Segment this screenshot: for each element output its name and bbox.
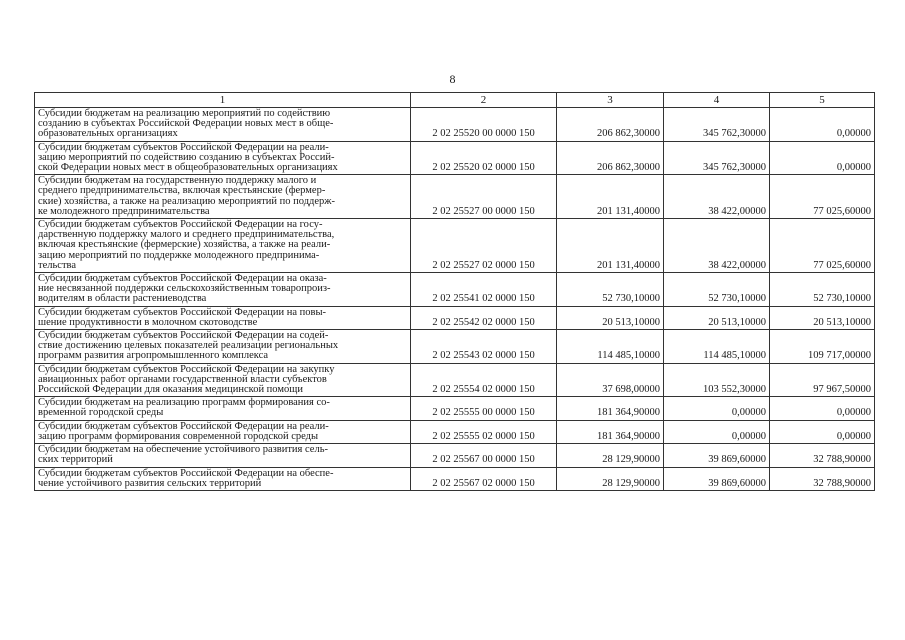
budget-code-cell: 2 02 25520 02 0000 150 (411, 141, 557, 175)
budget-code-cell: 2 02 25543 02 0000 150 (411, 330, 557, 364)
subsidy-name-line: ствие достижению целевых показателей реализации региональных (38, 340, 339, 352)
subsidy-name-cell (35, 397, 411, 420)
budget-code-cell: 2 02 25527 02 0000 150 (411, 219, 557, 273)
table-row (35, 306, 875, 329)
subsidy-name-line: Субсидии бюджетам субъектов Российской Федерации на госу- (38, 219, 323, 231)
budget-code-cell: 2 02 25527 00 0000 150 (411, 175, 557, 219)
table-row (35, 420, 875, 443)
subsidy-name-line: программ развития агропромышленного комплекса (38, 350, 269, 362)
subsidy-name-line: Субсидии бюджетам субъектов Российской Федерации на закупку (38, 363, 335, 375)
subsidy-name-line: зацию программ формирования современной городской среды (38, 430, 319, 442)
amount-col4-cell: 52 730,10000 (664, 273, 770, 307)
subsidy-name-cell (35, 467, 411, 490)
subsidy-name-line: временной городской среды (38, 407, 164, 419)
amount-col5-cell: 0,00000 (770, 108, 875, 142)
amount-col5-cell: 0,00000 (770, 420, 875, 443)
table-row (35, 175, 875, 219)
amount-col5-cell: 0,00000 (770, 397, 875, 420)
subsidy-name-line: созданию в субъектах Российской Федерации новых мест в обще- (38, 118, 334, 130)
amount-col3-cell: 201 131,40000 (557, 175, 664, 219)
subsidy-name-cell (35, 420, 411, 443)
amount-col3-cell: 20 513,10000 (557, 306, 664, 329)
subsidy-name-line: шение продуктивности в молочном скотоводстве (38, 316, 258, 328)
amount-col3-cell: 206 862,30000 (557, 108, 664, 142)
amount-col4-cell: 0,00000 (664, 397, 770, 420)
column-header: 2 (411, 93, 557, 108)
subsidy-name-line: дарственную поддержку малого и среднего предпринимательства, (38, 229, 335, 241)
subsidy-name-line: чение устойчивого развития сельских территорий (38, 477, 262, 489)
table-row (35, 273, 875, 307)
amount-col3-cell: 28 129,90000 (557, 467, 664, 490)
subsidy-name-line: Субсидии бюджетам субъектов Российской Федерации на обеспе- (38, 467, 334, 479)
subsidy-name-cell (35, 306, 411, 329)
subsidy-name-line: образовательных организациях (38, 128, 178, 140)
table-row (35, 397, 875, 420)
amount-col4-cell: 345 762,30000 (664, 141, 770, 175)
subsidy-name-line: Субсидии бюджетам на реализацию программ формирования со- (38, 397, 330, 409)
subsidy-name-line: авиационных работ органами государственной власти субъектов (38, 373, 327, 385)
budget-table (34, 92, 875, 491)
amount-col3-cell: 181 364,90000 (557, 397, 664, 420)
subsidy-name-line: Субсидии бюджетам на обеспечение устойчивого развития сель- (38, 444, 328, 456)
subsidy-name-line: тельства (38, 259, 77, 271)
amount-col3-cell: 201 131,40000 (557, 219, 664, 273)
subsidy-name-line: водителям в области растениеводства (38, 293, 207, 305)
amount-col5-cell: 77 025,60000 (770, 219, 875, 273)
subsidy-name-cell (35, 175, 411, 219)
amount-col3-cell: 181 364,90000 (557, 420, 664, 443)
amount-col5-cell: 52 730,10000 (770, 273, 875, 307)
subsidy-name-cell (35, 444, 411, 467)
column-header: 5 (770, 93, 875, 108)
subsidy-name-cell (35, 141, 411, 175)
subsidy-name-line: ских территорий (38, 454, 113, 466)
amount-col5-cell: 0,00000 (770, 141, 875, 175)
subsidy-name-line: Субсидии бюджетам субъектов Российской Федерации на реали- (38, 141, 329, 153)
amount-col4-cell: 39 869,60000 (664, 467, 770, 490)
amount-col4-cell: 39 869,60000 (664, 444, 770, 467)
amount-col4-cell: 345 762,30000 (664, 108, 770, 142)
budget-code-cell: 2 02 25520 00 0000 150 (411, 108, 557, 142)
subsidy-name-line: среднего предпринимательства, включая крестьянские (фермер- (38, 185, 326, 197)
subsidy-name-line: Субсидии бюджетам на реализацию мероприятий по содействию (38, 108, 331, 119)
amount-col4-cell: 38 422,00000 (664, 175, 770, 219)
subsidy-name-line: Субсидии бюджетам субъектов Российской Федерации на реали- (38, 420, 329, 432)
budget-code-cell: 2 02 25541 02 0000 150 (411, 273, 557, 307)
amount-col4-cell: 20 513,10000 (664, 306, 770, 329)
amount-col5-cell: 20 513,10000 (770, 306, 875, 329)
table-row (35, 108, 875, 142)
amount-col4-cell: 103 552,30000 (664, 363, 770, 397)
subsidy-name-line: Субсидии бюджетам субъектов Российской Федерации на оказа- (38, 273, 327, 285)
page-number: 8 (449, 72, 456, 86)
subsidy-name-line: зацию мероприятий по содействию созданию в субъектах Россий- (38, 151, 335, 163)
amount-col5-cell: 77 025,60000 (770, 175, 875, 219)
amount-col3-cell: 28 129,90000 (557, 444, 664, 467)
subsidy-name-line: ские) хозяйства, а также на реализацию мероприятий по поддерж- (38, 195, 336, 207)
table-row (35, 363, 875, 397)
subsidy-name-cell (35, 330, 411, 364)
budget-code-cell: 2 02 25555 00 0000 150 (411, 397, 557, 420)
budget-code-cell: 2 02 25567 00 0000 150 (411, 444, 557, 467)
table-row (35, 467, 875, 490)
column-header: 1 (35, 93, 411, 108)
amount-col4-cell: 114 485,10000 (664, 330, 770, 364)
budget-code-cell: 2 02 25555 02 0000 150 (411, 420, 557, 443)
budget-code-cell: 2 02 25567 02 0000 150 (411, 467, 557, 490)
table-row (35, 444, 875, 467)
table-row (35, 219, 875, 273)
amount-col3-cell: 52 730,10000 (557, 273, 664, 307)
subsidy-name-line: ской Федерации новых мест в общеобразовательных организациях (38, 162, 338, 174)
subsidy-name-line: Субсидии бюджетам субъектов Российской Федерации на содей- (38, 330, 329, 342)
subsidy-name-line: зацию мероприятий по поддержке молодежного предпринима- (38, 249, 320, 261)
subsidy-name-cell (35, 363, 411, 397)
subsidy-name-line: Субсидии бюджетам субъектов Российской Федерации на повы- (38, 306, 327, 318)
budget-code-cell: 2 02 25542 02 0000 150 (411, 306, 557, 329)
table-header-row (35, 93, 875, 108)
subsidy-name-line: включая крестьянские (фермерские) хозяйства, а также на реали- (38, 239, 331, 251)
amount-col5-cell: 32 788,90000 (770, 467, 875, 490)
amount-col5-cell: 97 967,50000 (770, 363, 875, 397)
subsidy-name-line: Субсидии бюджетам на государственную поддержку малого и (38, 175, 317, 187)
amount-col5-cell: 32 788,90000 (770, 444, 875, 467)
column-header: 4 (664, 93, 770, 108)
subsidy-name-line: Российской Федерации для оказания медицинской помощи (38, 384, 303, 396)
table-row (35, 330, 875, 364)
amount-col3-cell: 114 485,10000 (557, 330, 664, 364)
table-row (35, 141, 875, 175)
subsidy-name-cell (35, 219, 411, 273)
amount-col3-cell: 37 698,00000 (557, 363, 664, 397)
amount-col5-cell: 109 717,00000 (770, 330, 875, 364)
column-header: 3 (557, 93, 664, 108)
subsidy-name-line: ние несвязанной поддержки сельскохозяйственным товаропроиз- (38, 283, 331, 295)
subsidy-name-cell (35, 108, 411, 142)
amount-col4-cell: 0,00000 (664, 420, 770, 443)
amount-col3-cell: 206 862,30000 (557, 141, 664, 175)
amount-col4-cell: 38 422,00000 (664, 219, 770, 273)
subsidy-name-line: ке молодежного предпринимательства (38, 205, 210, 217)
budget-code-cell: 2 02 25554 02 0000 150 (411, 363, 557, 397)
subsidy-name-cell (35, 273, 411, 307)
